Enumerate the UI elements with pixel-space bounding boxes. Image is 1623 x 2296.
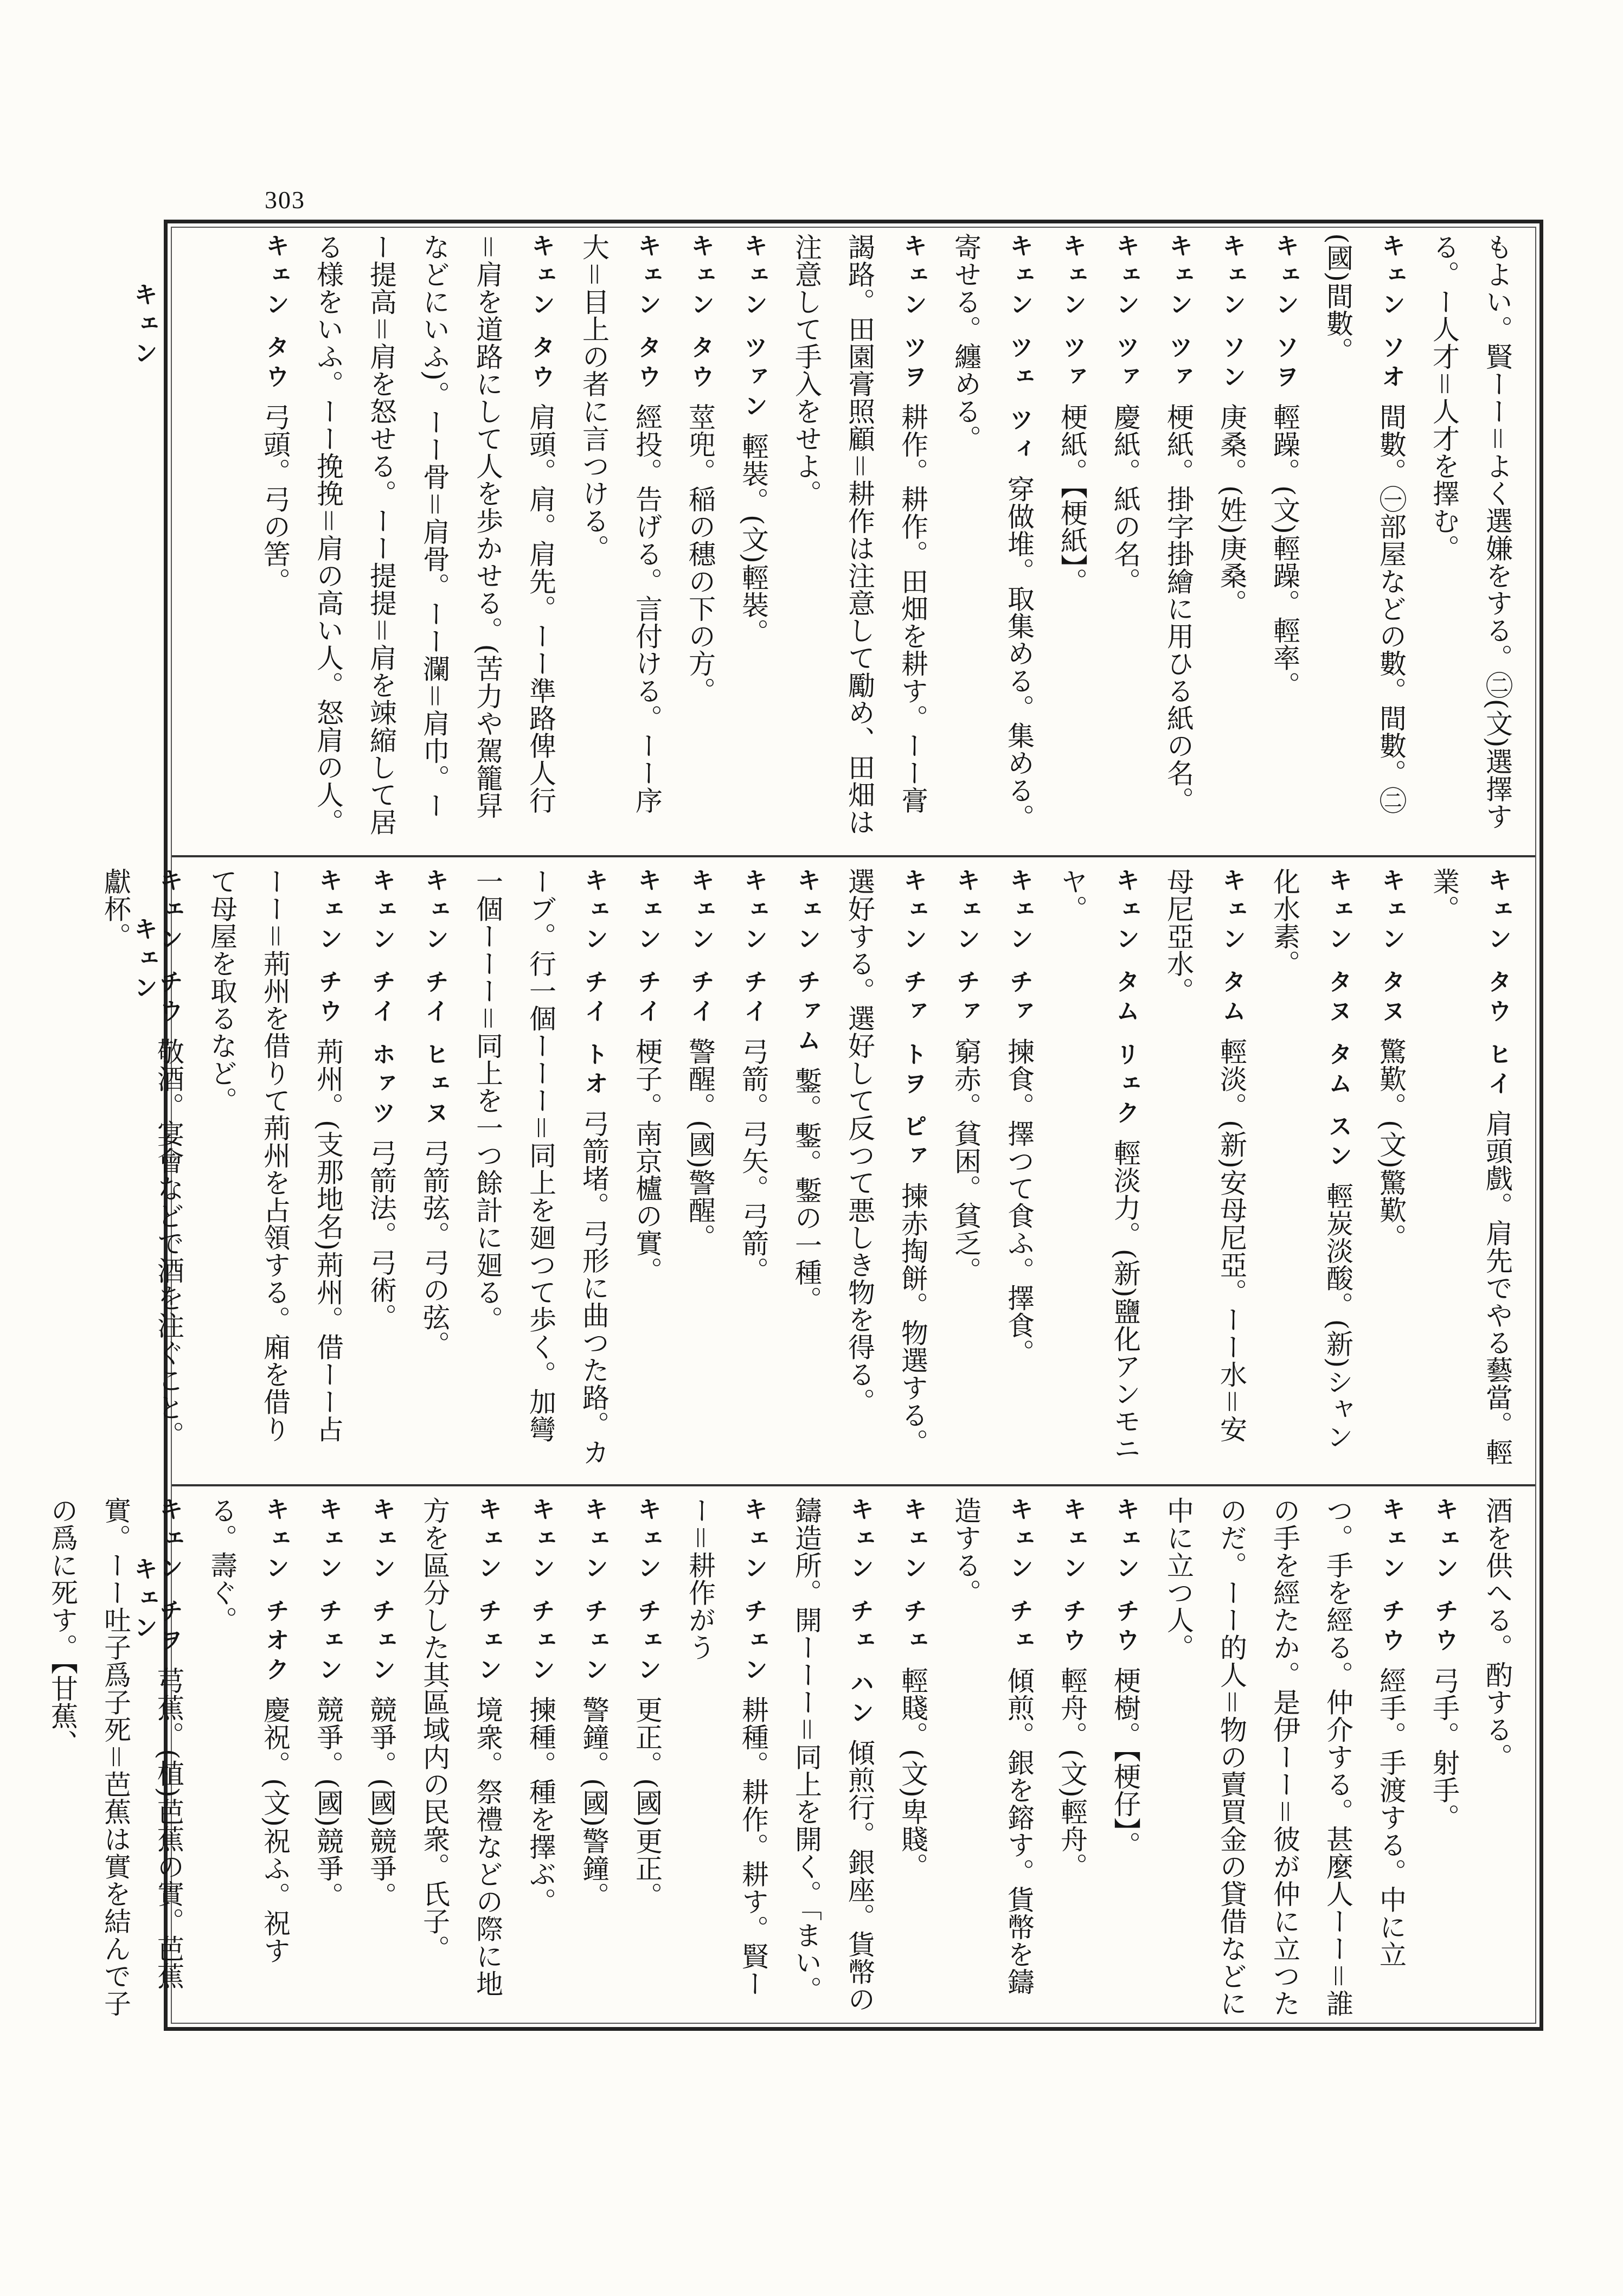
entry-definition: 肩頭。肩。肩先。ーー準路俾人行＝肩を道路にして人を歩かせる。(苦力や駕籠舁などにいふ)。ーー骨＝肩骨。ーー瀾＝肩巾。ーー提高＝肩を怒せる。ーー提提＝肩を竦縮して居る様をいふ。ーー挽挽＝肩の高い人。怒肩の人。 <box>312 233 556 836</box>
dictionary-entry <box>620 1497 673 2017</box>
entry-definition: 境衆。祭禮などの際に地方を區分した其區域内の民衆。氏子。 <box>419 1497 503 1997</box>
entry-headword: キェン タウ ヒイ <box>1484 868 1511 1100</box>
dictionary-entry <box>1471 1497 1524 2017</box>
entry-definition: 慶祝。(文)祝ふ。祝する。壽ぐ。 <box>206 1497 291 1964</box>
entry-definition: 弓箭。弓矢。弓箭。 <box>737 1037 769 1284</box>
entry-headword: キェン チェン <box>368 1497 395 1686</box>
tier-divider-2 <box>171 1484 1536 1486</box>
entry-definition: 競爭。(國)競爭。 <box>365 1696 397 1909</box>
dictionary-entry <box>36 1497 195 2017</box>
entry-headword: キェン チェン <box>315 1497 342 1686</box>
dictionary-entry <box>1045 1497 1099 2017</box>
entry-definition: 間數。㊀部屋などの數。間數。㊁(國)間數。 <box>1322 233 1407 814</box>
entry-headword: キェン チイ ヒェヌ <box>421 868 448 1130</box>
entry-definition: 慶紙。紙の名。 <box>1109 403 1141 595</box>
entry-headword: キェン ソヲ <box>1271 233 1299 394</box>
dictionary-entry <box>886 1497 939 2017</box>
entry-headword: キェン チェン <box>474 1497 502 1686</box>
entry-headword: キェン チウ <box>1377 1497 1405 1657</box>
dictionary-entry <box>195 868 355 1470</box>
entry-definition: 輕淡。(新)安母尼亞。ーー水＝安母尼亞水。 <box>1163 868 1247 1443</box>
entry-definition: 穿做堆。取集める。集める。寄せる。纏める。 <box>950 233 1035 832</box>
dictionary-entry <box>1311 233 1417 841</box>
entry-definition: 弓手。射手。 <box>1428 1666 1460 1831</box>
entry-headword: キェン チウ <box>1430 1497 1458 1657</box>
dictionary-entry <box>620 868 673 1470</box>
dictionary-entry <box>780 233 939 841</box>
tier-divider-1 <box>171 855 1536 857</box>
dictionary-entry <box>673 1497 780 2017</box>
entry-headword: キェン チェ <box>1005 1497 1033 1657</box>
dictionary-entry <box>301 1497 355 2017</box>
entry-definition: 芎蕉。(植)芭蕉の實。芭蕉實。ーー吐子爲子死＝芭蕉は實を結んで子の爲に死す。【甘蕉、 <box>47 1497 184 2017</box>
entry-headword: キェン タウ <box>687 233 714 394</box>
entry-definition: 弓箭法。弓術。 <box>365 1139 397 1331</box>
entry-headword: キェン ツェ ツィ <box>1005 233 1033 466</box>
entry-definition: 輕舟。(文)輕舟。 <box>1056 1666 1088 1880</box>
dictionary-entry <box>673 868 727 1470</box>
dictionary-entry <box>355 1497 408 2017</box>
entry-definition: 輕炭淡酸。(新)シャン化水素。 <box>1269 868 1353 1451</box>
page-number: 303 <box>265 186 305 214</box>
dictionary-entry <box>567 233 673 841</box>
entry-headword: キェン チェ ハン <box>846 1497 874 1729</box>
entry-definition: 輕躁。(文)輕躁。輕率。 <box>1269 403 1300 699</box>
entry-definition: 輕淡力。(新)鹽化アンモニヤ。 <box>1056 868 1141 1463</box>
entry-definition: 梗紙。【梗紙】。 <box>1056 403 1088 595</box>
entry-headword: キェン ツァ <box>1112 233 1139 394</box>
dictionary-entry <box>833 868 939 1470</box>
entry-headword: キェン タウ <box>261 233 289 394</box>
entry-definition: 競爭。(國)競爭。 <box>312 1696 344 1909</box>
dictionary-entry <box>1258 233 1311 841</box>
dictionary-entry <box>992 868 1045 1470</box>
entry-definition: 經投。告げる。言付ける。ーー序大＝目上の者に言つける。 <box>578 233 663 814</box>
side-label-middle: キェン <box>130 916 157 1004</box>
dictionary-entry <box>355 868 408 1470</box>
entry-headword: キェン チェ <box>899 1497 927 1657</box>
entry-headword: キェン チァム <box>793 868 820 1057</box>
dictionary-entry <box>673 233 727 841</box>
entry-definition: 梗子。南京櫨の實。 <box>631 1037 663 1284</box>
tier-top <box>179 233 1524 841</box>
entry-definition: 弓頭。弓の筈。 <box>259 403 291 595</box>
entry-headword: キェン チァ <box>1005 868 1033 1028</box>
entry-definition: 傾煎。銀を鎔す。貨幣を鑄造する。 <box>950 1497 1035 1996</box>
dictionary-entry <box>408 868 461 1470</box>
entry-headword: キェン ツァ <box>1165 233 1192 394</box>
entry-headword: キェン タヌ タム スン <box>1324 868 1352 1172</box>
entry-headword: キェン チウ <box>315 868 342 1028</box>
dictionary-entry <box>89 868 195 1470</box>
entry-definition: 傾煎行。銀座。貨幣の鑄造所。開ーーー＝同上を開く。「まい。 <box>791 1497 875 2013</box>
entry-headword: キェン ソン <box>1218 233 1246 394</box>
entry-definition: 莖兜。稲の穗の下の方。 <box>684 403 716 704</box>
entry-headword: キェン チウ <box>1059 1497 1086 1657</box>
dictionary-entry <box>461 868 620 1470</box>
dictionary-entry <box>195 1497 301 2017</box>
entry-definition: もよい。賢ーー＝よく選嫌をする。㊁(文)選擇する。ー人才＝人才を擇む。 <box>1428 233 1513 830</box>
entry-headword: キェン チェン <box>633 1497 661 1686</box>
entry-definition: 揀食。擇つて食ふ。擇食。 <box>1003 1037 1035 1367</box>
entry-headword: キェン タウ <box>633 233 661 394</box>
entry-headword: キェン ソオ <box>1377 233 1405 394</box>
entry-definition: 警鐘。(國)警鐘。 <box>578 1696 610 1909</box>
entry-headword: キェン チイ ホァツ <box>368 868 395 1130</box>
side-label-top: キェン <box>130 282 157 370</box>
dictionary-entry <box>939 233 1045 841</box>
entry-headword: キェン チェン <box>740 1497 767 1686</box>
tier-bottom <box>47 1497 1524 2017</box>
entry-headword: キェン チァ トヲ ピァ <box>899 868 927 1172</box>
entry-definition: 弓箭堵。弓形に曲つた路。カーブ。行一個ーーー＝同上を廻つて歩く。加彎一個ーーー＝同上を一つ餘計に廻る。 <box>472 868 610 1466</box>
dictionary-entry <box>1417 868 1524 1470</box>
dictionary-entry <box>1099 233 1152 841</box>
dictionary-entry <box>939 868 992 1470</box>
entry-definition: 警醒。(國)警醒。 <box>684 1037 716 1251</box>
dictionary-entry <box>248 233 301 841</box>
entry-definition: 輕賤。(文)卑賤。 <box>897 1666 928 1880</box>
entry-definition: 耕種。耕作。耕す。賢ーー＝耕作がう <box>684 1497 769 1997</box>
entry-definition: 鏨。鏨。鏨の一種。 <box>791 1067 822 1313</box>
entry-definition: 弓箭弦。弓の弦。 <box>419 1139 450 1358</box>
entry-definition: 耕作。耕作。田畑を耕す。ーー膏謁路。田園膏照顧＝耕作は注意して勵め、田畑は注意して手入をせよ。 <box>791 233 928 836</box>
entry-headword: キェン チイ <box>687 868 714 1028</box>
dictionary-entry <box>1152 868 1258 1470</box>
dictionary-entry <box>1417 233 1524 841</box>
entry-definition: 驚歎。(文)驚歎。 <box>1375 1037 1407 1251</box>
entry-definition: 肩頭戲。肩先でやる藝當。輕業。 <box>1428 868 1513 1466</box>
entry-headword: キェン チヲ <box>155 1497 183 1657</box>
dictionary-entry <box>1152 233 1205 841</box>
dictionary-entry <box>1045 868 1152 1470</box>
entry-headword: キェン チイ <box>633 868 661 1028</box>
entry-headword: キェン タウ <box>527 233 555 394</box>
dictionary-entry <box>1045 233 1099 841</box>
entry-definition: 輕裝。(文)輕裝。 <box>737 432 769 646</box>
dictionary-entry <box>939 1497 1045 2017</box>
entry-headword: キェン ツァ <box>1059 233 1086 394</box>
entry-definition: 窮赤。貧困。貧乏。 <box>950 1037 982 1284</box>
tier-middle <box>100 868 1524 1470</box>
entry-headword: キェン チイ <box>740 868 767 1028</box>
entry-headword: キェン チェン <box>580 1497 608 1686</box>
dictionary-entry <box>1364 868 1417 1470</box>
dictionary-entry <box>727 233 780 841</box>
dictionary-entry <box>1205 233 1258 841</box>
entry-headword: キェン チウ <box>1112 1497 1139 1657</box>
entry-definition: 庚桑。(姓)庚桑。 <box>1216 403 1247 617</box>
dictionary-entry <box>727 868 780 1470</box>
dictionary-entry <box>1417 1497 1471 2017</box>
dictionary-entry <box>1099 1497 1152 2017</box>
dictionary-entry <box>301 233 567 841</box>
entry-headword: キェン チェン <box>527 1497 555 1686</box>
entry-definition: 經手。手渡する。中に立つ。手を經る。仲介する。甚麼人ーー＝誰の手を經たか。是伊ーー＝彼が仲に立つたのだ。ーー的人＝物の賣買金の貸借などに中に立つ人。 <box>1163 1497 1407 2017</box>
entry-definition: 揀種。種を擇ぶ。 <box>525 1696 556 1915</box>
dictionary-entry <box>1258 868 1364 1470</box>
entry-definition: 揀赤掏餅。物選する。選好する。選好して反つて悪しき物を得る。 <box>844 868 928 1456</box>
side-label-bottom: キェン <box>130 1556 157 1644</box>
entry-definition: 梗紙。掛字掛繪に用ひる紙の名。 <box>1163 403 1194 814</box>
dictionary-entry <box>514 1497 567 2017</box>
dictionary-entry <box>780 868 833 1470</box>
entry-definition: 更正。(國)更正。 <box>631 1696 663 1909</box>
dictionary-entry <box>567 1497 620 2017</box>
entry-definition: 敬酒。宴會などで酒を注ぐこと。獻杯。 <box>100 868 184 1448</box>
entry-definition: 梗樹。【梗仔】。 <box>1109 1666 1141 1859</box>
entry-headword: キェン タム <box>1218 868 1246 1028</box>
entry-headword: キェン チイ トオ <box>580 868 608 1100</box>
entry-headword: キェン ツヲ <box>899 233 927 394</box>
entry-headword: キェン チオク <box>261 1497 289 1686</box>
entry-headword: キェン タム リェク <box>1112 868 1139 1130</box>
entry-headword: キェン チウ <box>155 868 183 1028</box>
entry-headword: キェン ツァン <box>740 233 767 423</box>
entry-headword: キェン チァ <box>952 868 980 1028</box>
dictionary-entry <box>780 1497 886 2017</box>
dictionary-entry <box>408 1497 514 2017</box>
entry-definition: 酒を供へる。酌する。 <box>1481 1497 1513 1771</box>
entry-definition: 荊州。(支那地名)荊州。借ーー占ーー＝荊州を借りて荊州を占領する。廂を借りて母屋を取るなど。 <box>206 868 344 1443</box>
entry-headword: キェン タヌ <box>1377 868 1405 1028</box>
dictionary-entry <box>1152 1497 1417 2017</box>
